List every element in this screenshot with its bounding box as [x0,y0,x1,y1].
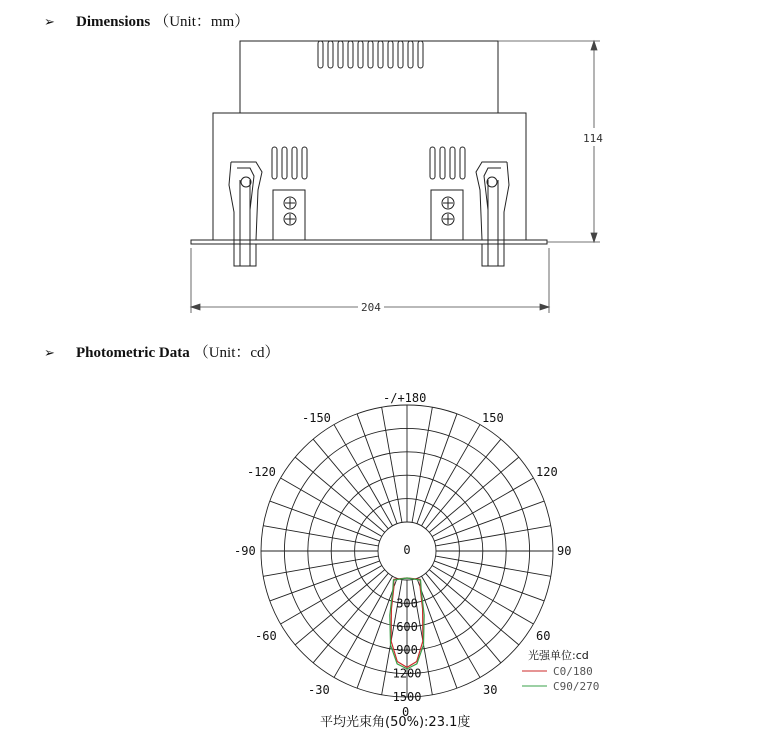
polar-spoke [382,407,402,522]
legend-title: 光强单位:cd [528,649,589,662]
angle-label-n150: -150 [302,411,331,425]
radial-tick-label: 600 [396,619,418,634]
radial-tick-label: 0 [403,543,411,557]
arrow-bullet-icon: ➢ [44,346,55,361]
polar-spoke [429,570,519,645]
legend-label-c90: C90/270 [553,680,600,693]
polar-spoke [412,407,432,522]
polar-spoke [429,457,519,532]
width-dimension-label: 204 [361,301,381,314]
polar-spoke [313,573,388,663]
angle-label-120: 120 [536,465,558,479]
polar-spoke [436,526,551,546]
polar-spoke [295,457,385,532]
polar-spoke [417,414,457,524]
angle-label-30: 30 [483,683,498,697]
angle-label-150: 150 [482,411,504,425]
polar-spoke [426,439,501,529]
legend-label-c0: C0/180 [553,665,593,678]
angle-label-n120: -120 [247,465,276,479]
photometric-title: Photometric Data [76,345,190,361]
angle-label-n90: -90 [234,544,256,558]
polar-spoke [270,561,380,601]
radial-tick-label: 1200 [392,666,422,681]
dimensions-title: Dimensions [76,14,151,30]
angle-label-60: 60 [536,629,551,643]
angle-label-n30: -30 [308,683,330,697]
polar-spoke [263,556,378,576]
polar-spoke [263,526,378,546]
polar-spoke [436,556,551,576]
radial-tick-label: 900 [396,643,418,658]
beam-angle-footer: 平均光束角(50%):23.1度 [320,715,471,730]
polar-spoke [270,501,380,541]
radial-labels [393,543,422,704]
polar-spoke [357,414,397,524]
polar-spoke [434,501,544,541]
height-dimension-label: 114 [583,132,603,145]
photometric-unit: （Unit：cd） [193,345,280,361]
arrow-bullet-icon: ➢ [44,15,55,30]
angle-label-n60: -60 [255,629,277,643]
radial-tick-label: 300 [396,596,418,611]
polar-spoke [434,561,544,601]
radial-tick-label: 1500 [392,690,422,704]
polar-spoke [426,573,501,663]
angle-label-180: -/+180 [383,391,427,405]
angle-label-90: 90 [557,544,572,558]
angle-label-0: 0 [402,705,410,719]
dimensions-unit: （Unit：mm） [154,14,250,30]
polar-spoke [295,570,385,645]
polar-spoke [313,439,388,529]
